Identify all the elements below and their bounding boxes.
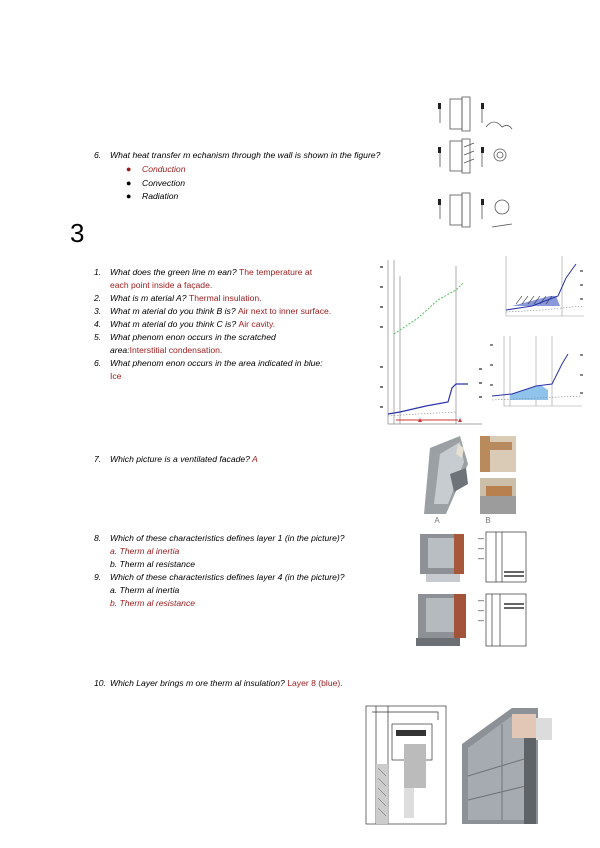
- question-number: 7.: [94, 454, 102, 464]
- answer-text: The temperature at: [239, 267, 313, 277]
- question-6-heat-transfer: [94, 149, 434, 162]
- question-number: 8.: [94, 533, 102, 543]
- answer-text: Interstitial condensation.: [129, 345, 223, 355]
- question-list: [94, 266, 374, 383]
- question-5: [94, 331, 374, 344]
- question-text: Which Layer brings m ore therm al insulation?: [110, 678, 285, 688]
- question-number: 3.: [94, 306, 102, 316]
- questions-8-9: [94, 532, 404, 610]
- option-a-thermal-inertia: a. Therm al inertia: [110, 585, 180, 595]
- figure-label-a: A: [434, 516, 440, 525]
- question-1-continued: [94, 279, 374, 292]
- answer-text: Air cavity.: [238, 319, 276, 329]
- question-7: [94, 453, 394, 466]
- question-number: 9.: [94, 572, 102, 582]
- question-3: [94, 305, 374, 318]
- question-1: [94, 266, 374, 279]
- question-6: [94, 357, 374, 370]
- question-number: 5.: [94, 332, 102, 342]
- question-text: What heat transfer m echanism through the wall is shown in the figure?: [110, 150, 381, 160]
- option-b-thermal-resistance: b. Therm al resistance: [110, 559, 196, 569]
- temperature-profile-figure: [378, 256, 488, 428]
- question-10: [94, 677, 414, 690]
- question-2: [94, 292, 374, 305]
- question-number: 6.: [94, 150, 102, 160]
- wall-layers-figure: [410, 528, 534, 648]
- question-6-continued: [94, 370, 374, 383]
- heat-transfer-figure: [436, 95, 530, 230]
- question-text: What m aterial do you think C is?: [110, 319, 237, 329]
- options-list: [126, 163, 185, 204]
- ventilated-facade-figure: [420, 434, 524, 516]
- question-number: 1.: [94, 267, 102, 277]
- question-text: What does the green line m ean?: [110, 267, 237, 277]
- question-text: Which picture is a ventilated facade?: [110, 454, 250, 464]
- option-conduction: ● Conduction: [126, 164, 186, 174]
- question-text: What phenom enon occurs in the area indicated in blue:: [110, 358, 323, 368]
- question-9: [94, 571, 404, 584]
- question-text: What is m aterial A?: [110, 293, 187, 303]
- question-5-continued: [94, 344, 374, 357]
- answer-text: Air next to inner surface.: [238, 306, 332, 316]
- section-number: 3: [70, 218, 85, 248]
- answer-text: Thermal insulation.: [188, 293, 262, 303]
- question-text: What m aterial do you think B is?: [110, 306, 236, 316]
- question-4: [94, 318, 374, 331]
- option-label: Conduction: [142, 164, 186, 174]
- option-a-thermal-inertia: a. Therm al inertia: [110, 546, 180, 556]
- question-number: 4.: [94, 319, 102, 329]
- option-b-thermal-resistance: b. Therm al resistance: [110, 598, 196, 608]
- answer-text: Layer 8 (blue).: [287, 678, 343, 688]
- option-label: Convection: [142, 177, 185, 188]
- option-label: Radiation: [142, 191, 179, 201]
- option-convection: ● Convection: [126, 177, 185, 188]
- question-text: Which of these characteristics defines layer 4 (in the picture)?: [110, 572, 345, 582]
- answer-text: A: [252, 454, 258, 464]
- question-number: 6.: [94, 358, 102, 368]
- ice-formation-figure: [488, 334, 588, 410]
- question-8: [94, 532, 404, 545]
- figure-label-b: B: [485, 516, 491, 525]
- facade-section-figure: [362, 704, 558, 828]
- question-text: area:: [110, 345, 130, 355]
- question-text: Which of these characteristics defines layer 1 (in the picture)?: [110, 533, 345, 543]
- question-number: 2.: [94, 293, 102, 303]
- answer-text: Ice: [110, 371, 122, 381]
- option-radiation: ● Radiation: [126, 191, 179, 201]
- interstitial-condensation-figure: [502, 254, 586, 322]
- answer-text: each point inside a façade.: [110, 280, 213, 290]
- question-text: What phenom enon occurs in the scratched: [110, 332, 276, 342]
- question-number: 10.: [94, 678, 106, 688]
